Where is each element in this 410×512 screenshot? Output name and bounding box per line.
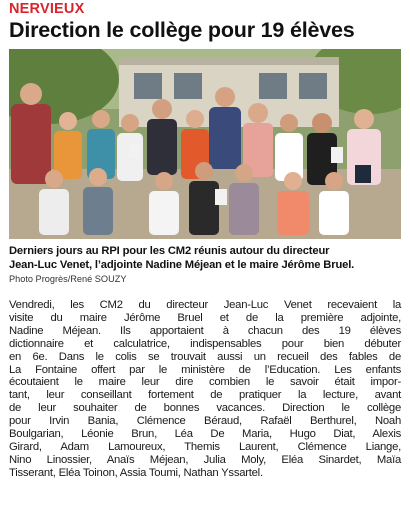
body-line: Boulgarian, Léonie Brun, Léa De Maria, Hugo Diat, Alexis — [9, 428, 401, 441]
body-line: visite du maire Jérôme Bruel et de la première adjointe, — [9, 311, 401, 324]
body-line: pour Irvin Bania, Clémence Béraud, Rafaël Berthurel, Noah — [9, 415, 401, 428]
article-body — [9, 299, 401, 480]
body-line: Vendredi, les CM2 du directeur Jean-Luc Venet recevaient la — [9, 299, 401, 311]
body-line: Nadine Méjean. Ils apportaient à chacun des 19 élèves — [9, 324, 401, 337]
body-line: de leur souhaiter de bonnes vacances. Direction le collège — [9, 402, 401, 415]
article-photo — [9, 49, 401, 239]
body-line: Tisserant, Eléa Toinon, Assia Toumi, Nathan Yssartel. — [9, 466, 263, 479]
body-line: La Fontaine offert par le ministère de l’Education. Les enfants — [9, 363, 401, 376]
photo-caption — [9, 244, 401, 272]
photo-credit: Photo Progrès/René SOUZY — [9, 274, 127, 284]
article-kicker: NERVIEUX — [9, 1, 85, 17]
body-line: dictionnaire et calculatrice, indispensables pour bien débuter — [9, 337, 401, 350]
body-line: Girard, Adam Lamoureux, Themis Laurent, Clémence Liange, — [9, 440, 401, 453]
caption-line: Derniers jours au RPI pour les CM2 réunis autour du directeur — [9, 245, 330, 257]
body-line: Nino Linossier, Anaïs Méjean, Julia Moly, Eléa Sinardet, Maïa — [9, 453, 401, 466]
caption-line: Jean-Luc Venet, l’adjointe Nadine Méjean et le maire Jérôme Bruel. — [9, 259, 355, 271]
news-article — [9, 0, 401, 480]
body-line: en 6e. Dans le colis se trouvait aussi un recueil des fables de — [9, 350, 401, 363]
body-line: écoutaient le maire leur dire combien le savoir était impor- — [9, 376, 401, 389]
article-headline: Direction le collège pour 19 élèves — [9, 18, 355, 42]
body-line: tant, leur conseillant fortement de pratiquer la lecture, avant — [9, 389, 401, 402]
